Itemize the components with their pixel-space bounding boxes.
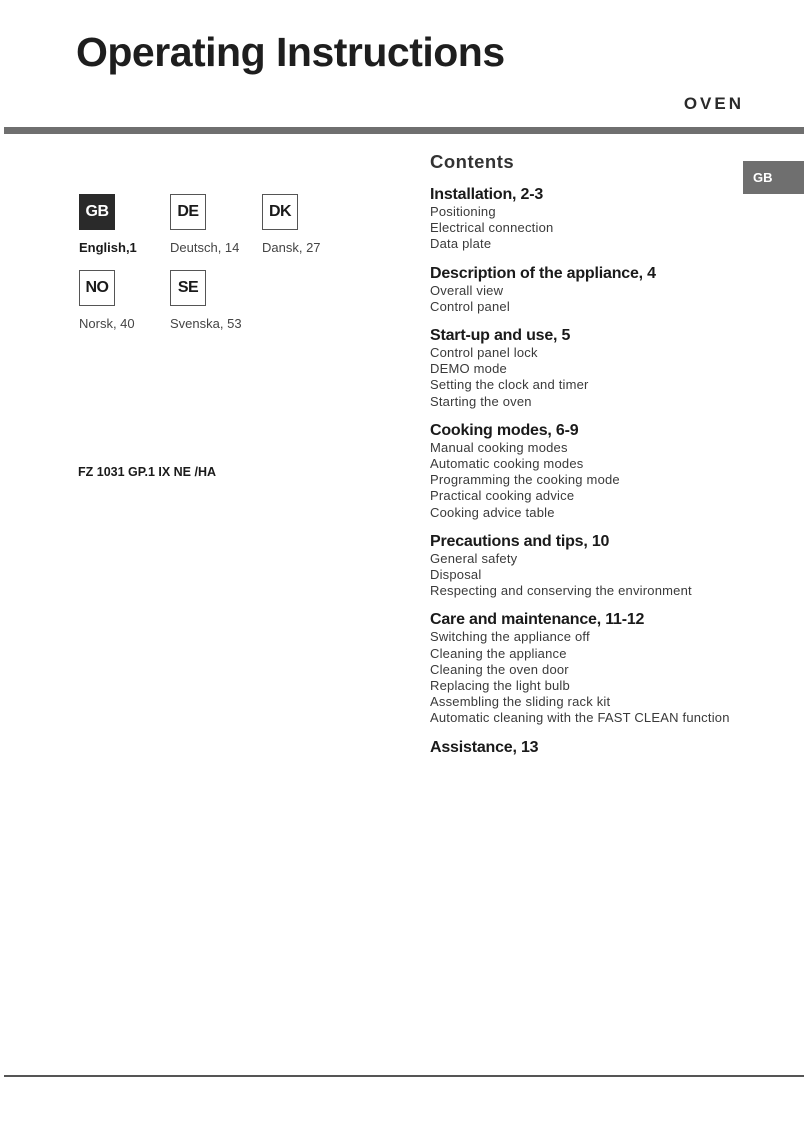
toc-item[interactable]: Cleaning the appliance [430,645,567,661]
toc-item[interactable]: Respecting and conserving the environment [430,583,692,599]
language-caption: Norsk, 40 [79,316,135,331]
toc-item[interactable]: Replacing the light bulb [430,678,570,694]
language-no[interactable] [79,270,174,331]
header-divider [4,127,804,134]
toc-item[interactable]: Setting the clock and timer [430,377,589,393]
toc-section-title[interactable]: Care and maintenance, 11-12 [430,611,645,629]
language-code-box: DK [262,194,298,230]
language-side-tab: GB [743,161,804,194]
toc-item[interactable]: Cooking advice table [430,504,555,520]
language-caption: Dansk, 27 [262,240,321,255]
toc-section-title[interactable]: Assistance, 13 [430,738,539,756]
toc-item[interactable]: Automatic cleaning with the FAST CLEAN function [430,710,730,726]
toc-section-precautions [430,532,740,600]
toc-item[interactable]: Automatic cooking modes [430,456,584,472]
toc-section-care [430,610,740,726]
toc-item[interactable]: Programming the cooking mode [430,472,620,488]
toc-item[interactable]: Control panel lock [430,345,538,361]
toc-item[interactable]: DEMO mode [430,361,507,377]
toc-item[interactable]: General safety [430,550,518,566]
table-of-contents [430,151,740,768]
toc-section-startup [430,326,740,410]
toc-section-title[interactable]: Cooking modes, 6-9 [430,421,579,439]
toc-section-cooking-modes [430,421,740,521]
toc-item[interactable]: Assembling the sliding rack kit [430,694,611,710]
toc-item[interactable]: Control panel [430,298,510,314]
toc-section-title[interactable]: Description of the appliance, 4 [430,264,656,282]
language-de[interactable] [170,194,265,255]
toc-section-assistance [430,738,740,757]
toc-item[interactable]: Cleaning the oven door [430,661,569,677]
language-code-box: GB [79,194,115,230]
language-caption: Deutsch, 14 [170,240,240,255]
toc-section-title[interactable]: Precautions and tips, 10 [430,532,610,550]
model-number: FZ 1031 GP.1 IX NE /HA [78,465,217,479]
language-code-box: DE [170,194,206,230]
language-gb[interactable] [79,194,174,255]
toc-item[interactable]: Positioning [430,204,496,219]
toc-section-title[interactable]: Installation, 2-3 [430,186,544,203]
toc-item[interactable]: Practical cooking advice [430,488,575,504]
language-caption: English,1 [79,240,137,255]
language-se[interactable] [170,270,265,331]
toc-item[interactable]: Data plate [430,236,492,252]
product-type-label: OVEN [683,94,744,113]
toc-item[interactable]: Starting the oven [430,393,532,409]
toc-section-title[interactable]: Start-up and use, 5 [430,327,571,345]
language-code-box: NO [79,270,115,306]
toc-item[interactable]: Electrical connection [430,220,554,236]
toc-section-description [430,264,740,315]
toc-item[interactable]: Disposal [430,567,482,583]
toc-item[interactable]: Switching the appliance off [430,629,590,645]
toc-item[interactable]: Overall view [430,282,504,298]
contents-heading: Contents [430,151,515,172]
language-code-box: SE [170,270,206,306]
page-title: Operating Instructions [76,29,505,75]
footer-divider [4,1075,804,1077]
language-dk[interactable] [262,194,357,255]
toc-item[interactable]: Manual cooking modes [430,439,568,455]
toc-section-installation [430,185,740,253]
language-caption: Svenska, 53 [170,316,242,331]
